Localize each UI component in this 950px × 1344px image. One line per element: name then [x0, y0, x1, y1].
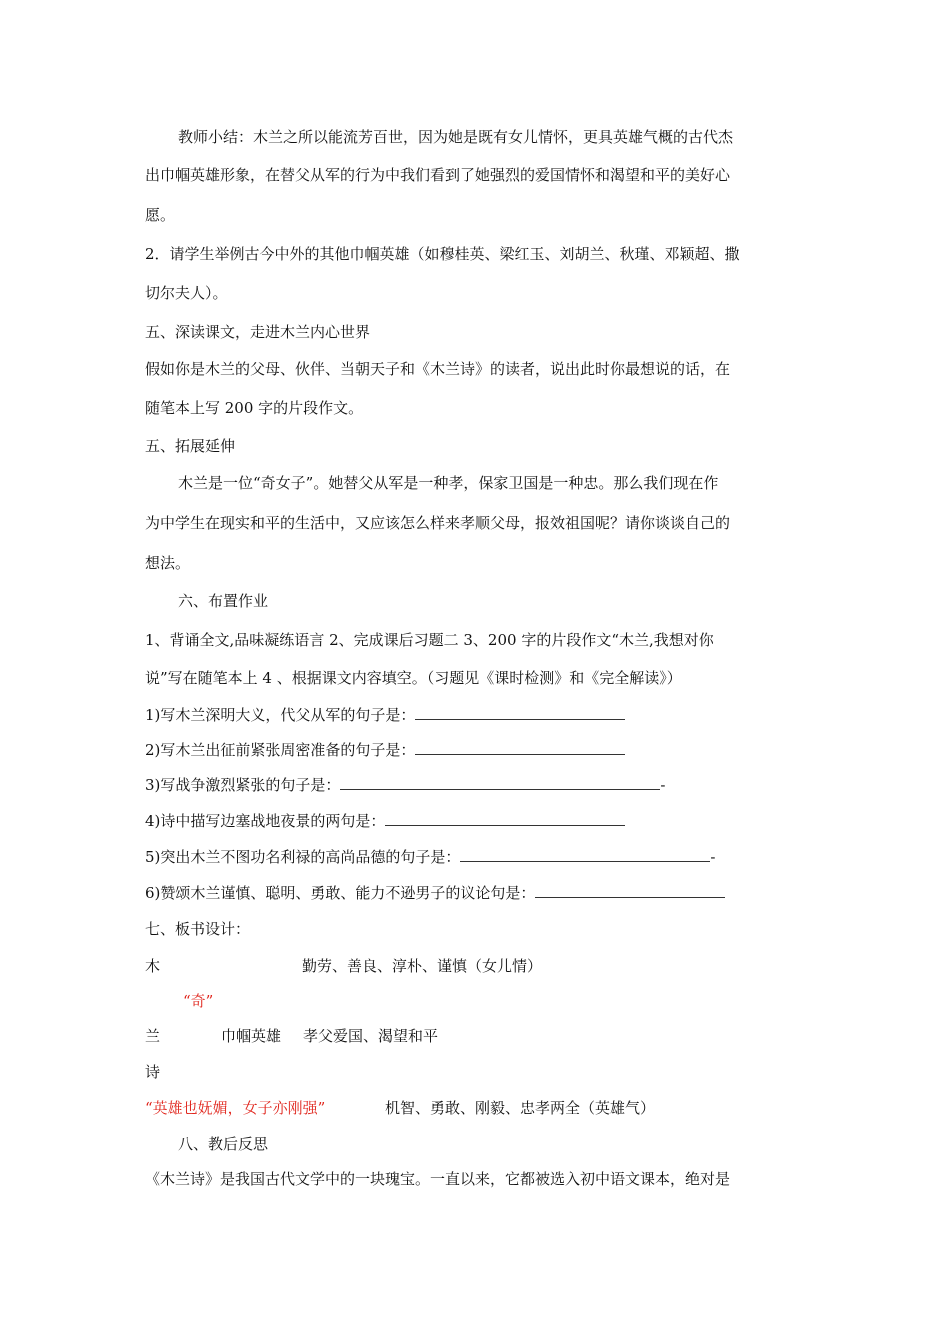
board-row-3: 孝父爱国、渴望和平	[303, 1027, 439, 1045]
fill-blank-3	[340, 775, 660, 790]
board-jinguo: 巾帼英雄	[221, 1027, 282, 1045]
section7-heading: 七、板书设计：	[145, 920, 251, 938]
fill-item-2-label: 2)写木兰出征前紧张周密准备的句子是：	[145, 741, 416, 759]
fill-item-5	[145, 847, 715, 867]
summary-line-2: 出巾帼英雄形象，在替父从军的行为中我们看到了她强烈的爱国情怀和渴望和平的美好心	[145, 166, 731, 184]
fill-item-5-label: 5)突出木兰不图功名利禄的高尚品德的句子是：	[145, 848, 461, 866]
fill-trail-5: -	[710, 848, 716, 866]
section5a-line-1: 假如你是木兰的父母、伙伴、当朝天子和《木兰诗》的读者，说出此时你最想说的话，在	[145, 360, 731, 378]
board-quote: “英雄也妩媚，女子亦刚强”	[145, 1099, 326, 1117]
item2-line-2: 切尔夫人）。	[145, 284, 228, 302]
fill-item-6	[145, 883, 725, 903]
fill-blank-5	[460, 847, 710, 862]
board-col-lan: 兰	[145, 1027, 161, 1045]
section5a-heading: 五、深读课文，走进木兰内心世界	[145, 323, 371, 341]
section6-heading: 六、布置作业	[178, 592, 269, 610]
fill-blank-6	[535, 883, 725, 898]
fill-blank-4	[385, 811, 625, 826]
fill-blank-1	[415, 705, 625, 720]
fill-item-3-label: 3)写战争激烈紧张的句子是：	[145, 776, 341, 794]
fill-item-1	[145, 705, 625, 725]
fill-trail-3: -	[660, 776, 666, 794]
section5b-line-3: 想法。	[145, 554, 191, 572]
section5b-line-1: 木兰是一位“奇女子”。她替父从军是一种孝，保家卫国是一种忠。那么我们现在作	[178, 474, 719, 492]
board-row-5: 机智、勇敢、刚毅、忠孝两全（英雄气）	[385, 1099, 656, 1117]
section5b-line-2: 为中学生在现实和平的生活中，又应该怎么样来孝顺父母，报效祖国呢？请你谈谈自己的	[145, 514, 731, 532]
fill-item-4	[145, 811, 625, 831]
fill-blank-2	[415, 740, 625, 755]
summary-line-3: 愿。	[145, 206, 176, 224]
section5b-heading: 五、拓展延伸	[145, 437, 236, 455]
fill-item-1-label: 1)写木兰深明大义，代父从军的句子是：	[145, 706, 416, 724]
board-qi: “奇”	[183, 992, 214, 1010]
fill-item-2	[145, 740, 625, 760]
board-col-shi: 诗	[145, 1063, 161, 1081]
board-row-1: 勤劳、善良、淳朴、谨慎（女儿情）	[302, 957, 543, 975]
section6-line-2: 说”写在随笔本上 4 、根据课文内容填空。（习题见《课时检测》和《完全解读》）	[145, 669, 682, 687]
section8-line-1: 《木兰诗》是我国古代文学中的一块瑰宝。一直以来，它都被选入初中语文课本，绝对是	[145, 1170, 731, 1188]
section6-line-1: 1、背诵全文,品味凝练语言 2、完成课后习题二 3、200 字的片段作文“木兰,我想对你	[145, 631, 714, 649]
fill-item-3	[145, 775, 665, 795]
board-col-mu: 木	[145, 957, 161, 975]
summary-line-1: 教师小结：木兰之所以能流芳百世，因为她是既有女儿情怀，更具英雄气概的古代杰	[178, 128, 734, 146]
item2-line-1: 2．请学生举例古今中外的其他巾帼英雄（如穆桂英、梁红玉、刘胡兰、秋瑾、邓颖超、撒	[145, 245, 740, 263]
fill-item-6-label: 6)赞颂木兰谨慎、聪明、勇敢、能力不逊男子的议论句是：	[145, 884, 536, 902]
section8-heading: 八、教后反思	[178, 1135, 269, 1153]
section5a-line-2: 随笔本上写 200 字的片段作文。	[145, 399, 364, 417]
fill-item-4-label: 4)诗中描写边塞战地夜景的两句是：	[145, 812, 386, 830]
